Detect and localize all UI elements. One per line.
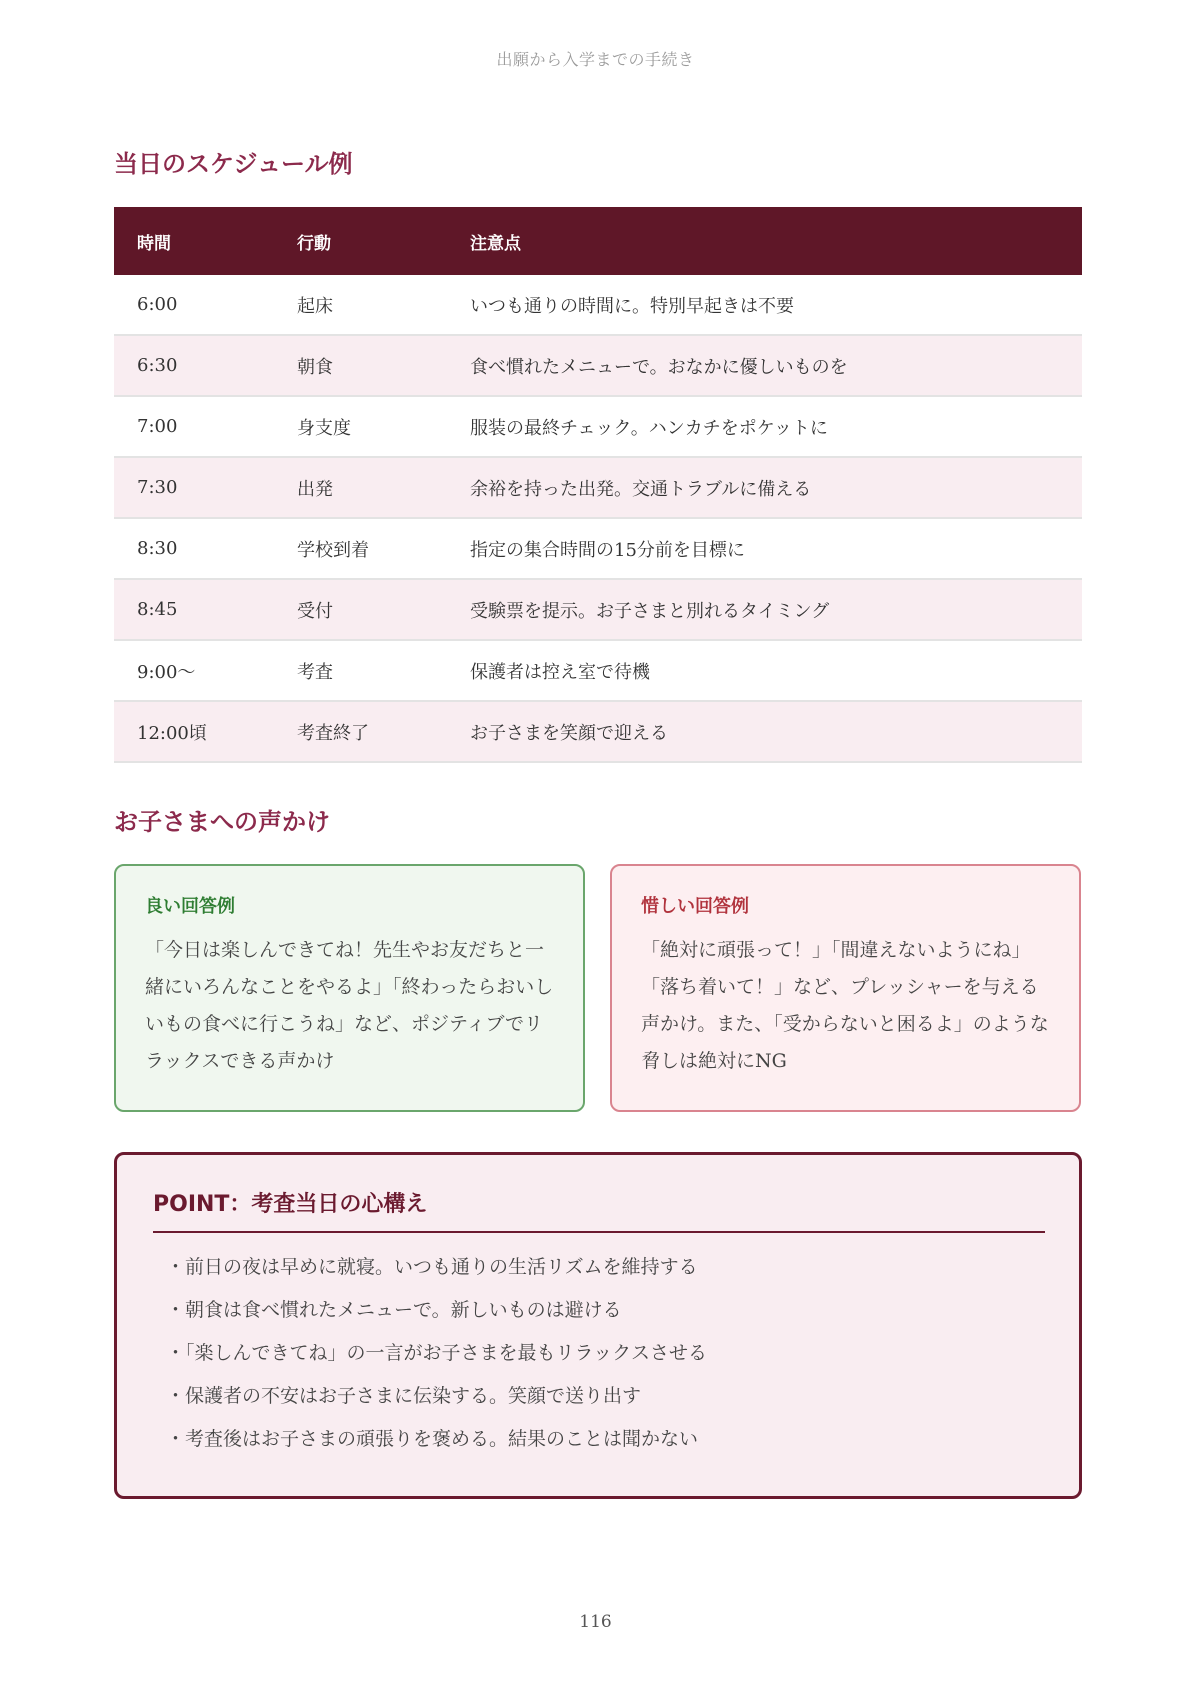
cell-action: 出発 bbox=[297, 457, 470, 518]
talk-section-title: お子さまへの声かけ bbox=[114, 808, 330, 836]
schedule-table bbox=[114, 207, 1082, 763]
column-header-note: 注意点 bbox=[470, 207, 1082, 275]
table-row bbox=[114, 275, 1082, 335]
cell-action: 考査 bbox=[297, 640, 470, 701]
list-item: ・ 朝食は食べ慣れたメニューで。新しいものは避ける bbox=[166, 1289, 1045, 1332]
list-item: ・ 考査後はお子さまの頑張りを褒める。結果のことは聞かない bbox=[166, 1418, 1045, 1461]
cell-time: 12:00頃 bbox=[114, 701, 297, 762]
table-row bbox=[114, 701, 1082, 762]
table-row bbox=[114, 579, 1082, 640]
point-list bbox=[153, 1246, 1045, 1461]
bad-answer-box bbox=[610, 864, 1081, 1112]
list-item: ・ 保護者の不安はお子さまに伝染する。笑顔で送り出す bbox=[166, 1375, 1045, 1418]
table-row bbox=[114, 335, 1082, 396]
table-row bbox=[114, 518, 1082, 579]
bad-answer-heading: 惜しい回答例 bbox=[641, 896, 749, 917]
cell-time: 6:00 bbox=[114, 275, 297, 335]
good-answer-text: 「今日は楽しんできてね！先生やお友だちと一緒にいろんなことをやるよ」「終わったらおいしいもの食べに行こうね」など、ポジティブでリラックスできる声かけ bbox=[145, 939, 554, 1072]
table-row bbox=[114, 457, 1082, 518]
column-header-action: 行動 bbox=[297, 207, 470, 275]
good-answer-heading: 良い回答例 bbox=[145, 896, 235, 917]
cell-note: お子さまを笑顔で迎える bbox=[470, 701, 1082, 762]
list-item: ・ 「楽しんできてね」の一言がお子さまを最もリラックスさせる bbox=[166, 1332, 1045, 1375]
cell-time: 9:00〜 bbox=[114, 640, 297, 701]
page-number: 116 bbox=[579, 1612, 612, 1632]
cell-note: 食べ慣れたメニューで。おなかに優しいものを bbox=[470, 335, 1082, 396]
good-answer-box bbox=[114, 864, 585, 1112]
cell-time: 8:30 bbox=[114, 518, 297, 579]
list-item: ・ 前日の夜は早めに就寝。いつも通りの生活リズムを維持する bbox=[166, 1246, 1045, 1289]
running-header: 出願から入学までの手続き bbox=[496, 50, 695, 69]
cell-time: 7:00 bbox=[114, 396, 297, 457]
point-box bbox=[114, 1152, 1082, 1499]
schedule-section-title: 当日のスケジュール例 bbox=[114, 150, 353, 178]
cell-note: 受験票を提示。お子さまと別れるタイミング bbox=[470, 579, 1082, 640]
bad-answer-text: 「絶対に頑張って！」「間違えないようにね」「落ち着いて！」など、プレッシャーを与える声かけ。また、「受からないと困るよ」のような脅しは絶対にNG bbox=[641, 939, 1049, 1072]
cell-action: 身支度 bbox=[297, 396, 470, 457]
table-row bbox=[114, 640, 1082, 701]
cell-note: 指定の集合時間の15分前を目標に bbox=[470, 518, 1082, 579]
point-heading: POINT：考査当日の心構え bbox=[153, 1187, 1045, 1233]
cell-action: 学校到着 bbox=[297, 518, 470, 579]
cell-time: 8:45 bbox=[114, 579, 297, 640]
cell-note: いつも通りの時間に。特別早起きは不要 bbox=[470, 275, 1082, 335]
cell-note: 余裕を持った出発。交通トラブルに備える bbox=[470, 457, 1082, 518]
cell-note: 服装の最終チェック。ハンカチをポケットに bbox=[470, 396, 1082, 457]
cell-time: 7:30 bbox=[114, 457, 297, 518]
cell-action: 受付 bbox=[297, 579, 470, 640]
cell-action: 朝食 bbox=[297, 335, 470, 396]
column-header-time: 時間 bbox=[114, 207, 297, 275]
cell-action: 考査終了 bbox=[297, 701, 470, 762]
cell-time: 6:30 bbox=[114, 335, 297, 396]
cell-action: 起床 bbox=[297, 275, 470, 335]
schedule-header-row bbox=[114, 207, 1082, 275]
cell-note: 保護者は控え室で待機 bbox=[470, 640, 1082, 701]
table-row bbox=[114, 396, 1082, 457]
